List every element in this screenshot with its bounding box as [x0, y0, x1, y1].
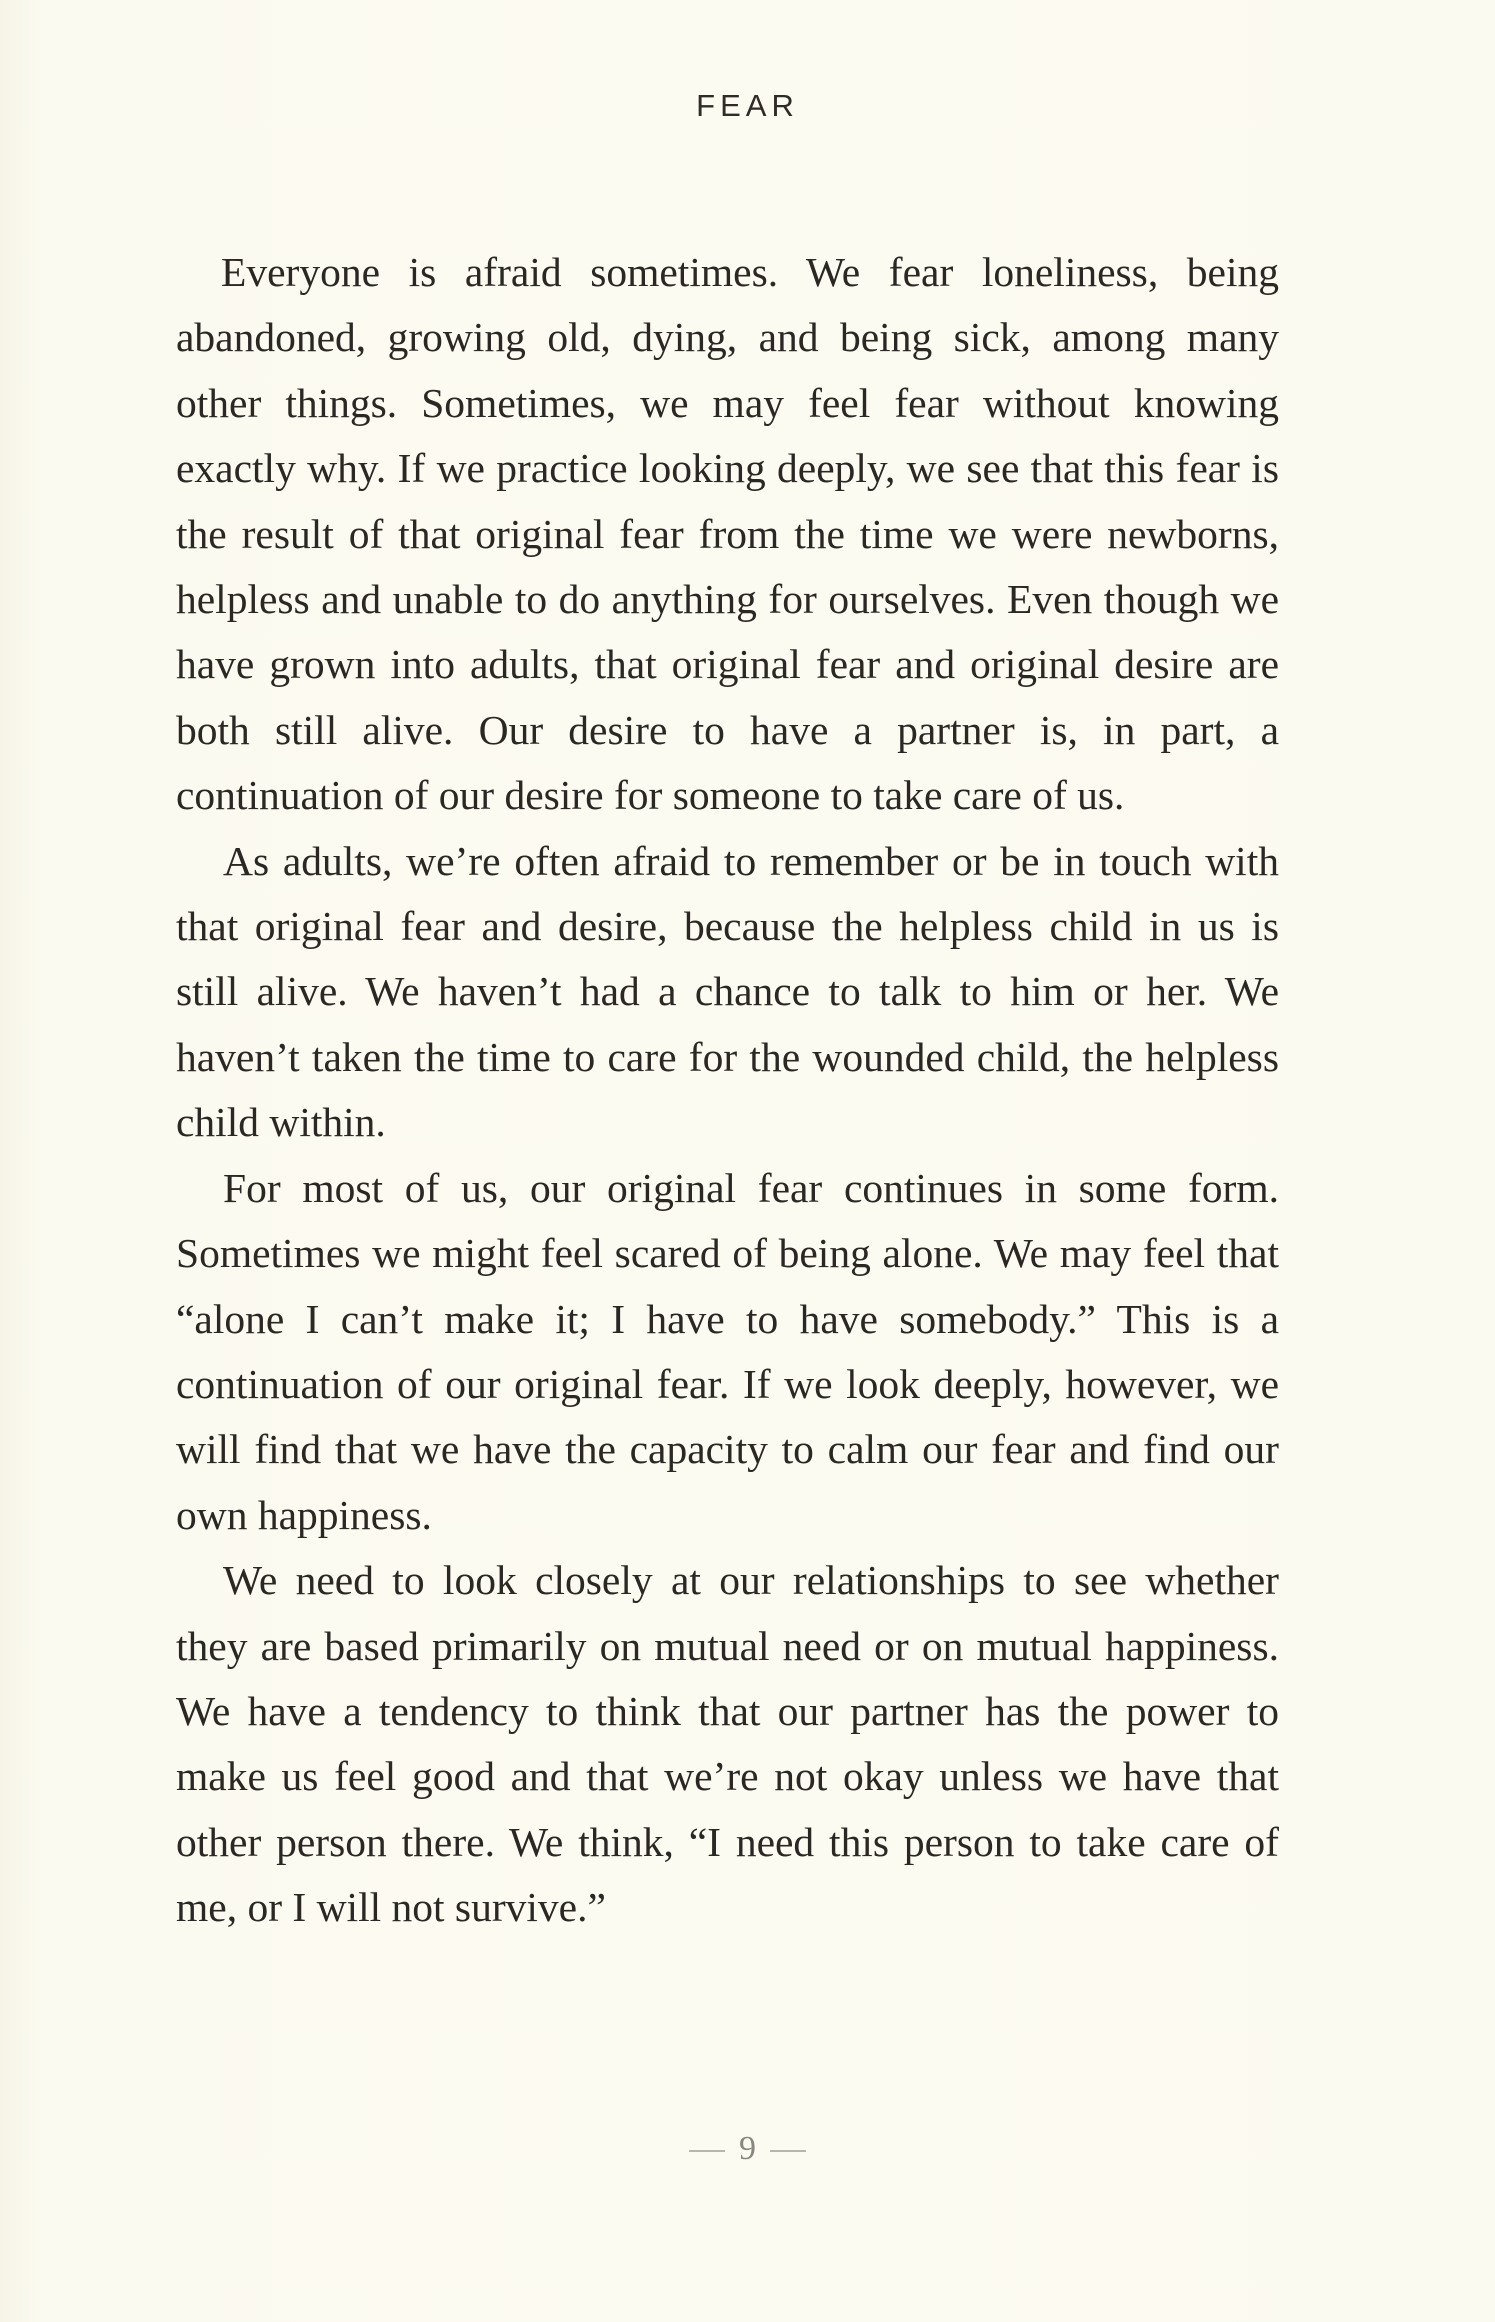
body-text	[176, 240, 1279, 1941]
paragraph-3: For most of us, our original fear continues in some form. Sometimes we might feel scared of being alone. We may feel that “alone I can’t make it; I have to have somebody.” This is a continuation of our original fear. If we look deeply, however, we will find that we have the capacity to calm our fear and find our own happiness.	[176, 1164, 1279, 1538]
running-head: FEAR	[696, 88, 799, 123]
folio-dash-left	[689, 2150, 725, 2152]
paragraph-1: Everyone is afraid sometimes. We fear loneliness, being abandoned, growing old, dying, and being sick, among many other things. Sometimes, we may feel fear without knowing exactly why. If we practice looking deeply, we see that this fear is the result of that original fear from the time we were newborns, helpless and unable to do anything for ourselves. Even though we have grown into adults, that original fear and original desire are both still alive. Our desire to have a partner is, in part, a continuation of our desire for someone to take care of us.	[176, 249, 1279, 819]
paragraph-2: As adults, we’re often afraid to remember or be in touch with that original fear and desire, because the helpless child in us is still alive. We haven’t had a chance to talk to him or her. We haven’t taken the time to care for the wounded child, the helpless child within.	[176, 837, 1279, 1146]
page-number: 9	[739, 2130, 756, 2167]
folio-dash-right	[770, 2150, 806, 2152]
paragraph-4: We need to look closely at our relationships to see whether they are based primarily on mutual need or on mutual happiness. We have a tendency to think that our partner has the power to make us feel good and that we’re not okay unless we have that other person there. We think, “I need this person to take care of me, or I will not survive.”	[176, 1557, 1279, 1931]
page-number-footer	[0, 2130, 1495, 2168]
